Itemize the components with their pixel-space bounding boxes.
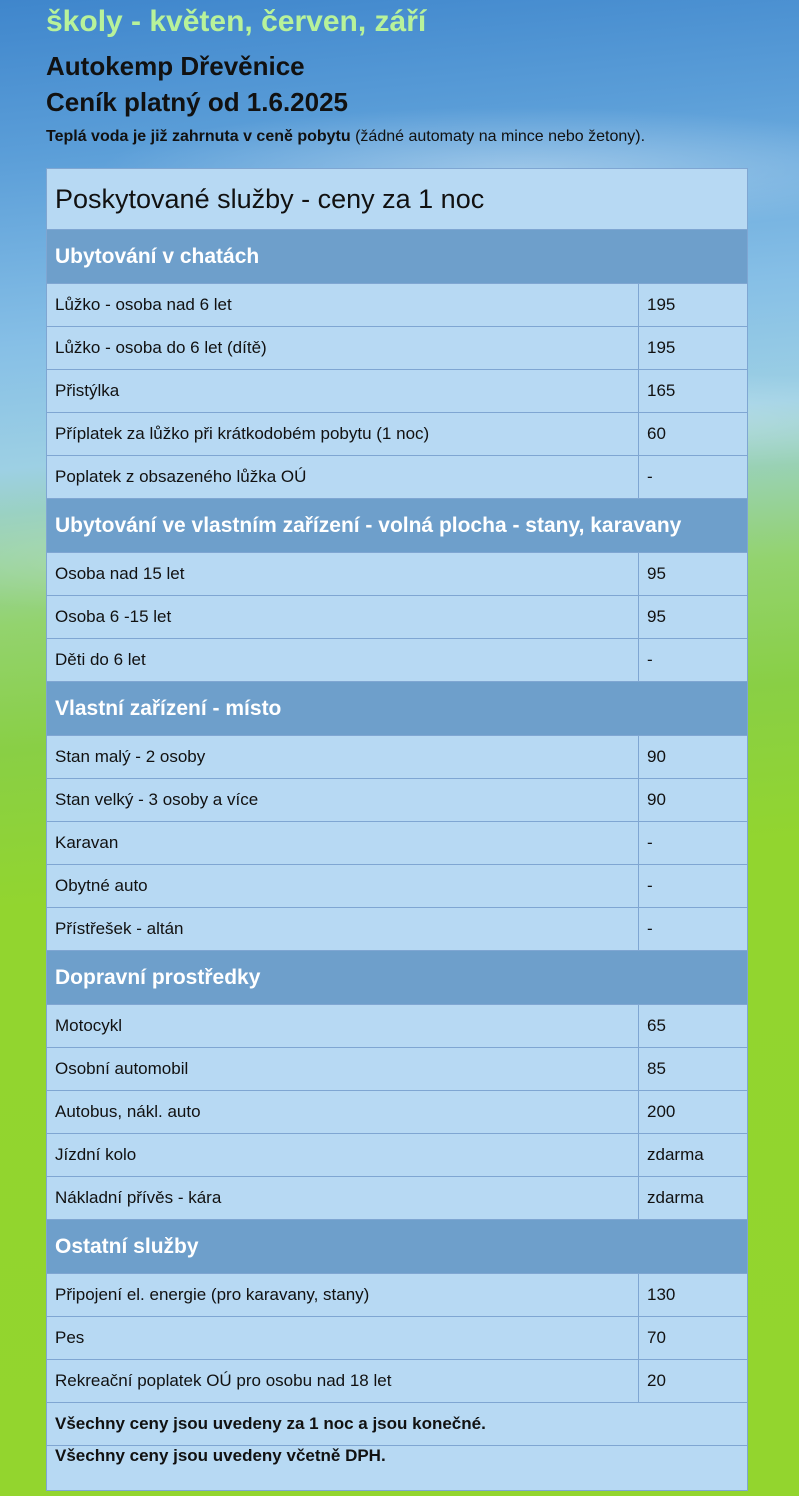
table-row xyxy=(47,822,748,865)
section-header-row xyxy=(47,951,748,1005)
service-label: Připojení el. energie (pro karavany, stany) xyxy=(47,1274,639,1317)
section-header-row xyxy=(47,682,748,736)
service-price: 95 xyxy=(639,553,748,596)
service-label: Lůžko - osoba do 6 let (dítě) xyxy=(47,327,639,370)
table-row xyxy=(47,327,748,370)
service-price: 195 xyxy=(639,284,748,327)
footer-row xyxy=(47,1403,748,1446)
service-label: Osoba 6 -15 let xyxy=(47,596,639,639)
campsite-name: Autokemp Dřevěnice xyxy=(46,51,305,81)
table-row xyxy=(47,413,748,456)
price-list-date: Ceník platný od 1.6.2025 xyxy=(46,87,349,117)
service-price: 195 xyxy=(639,327,748,370)
service-label: Rekreační poplatek OÚ pro osobu nad 18 let xyxy=(47,1360,639,1403)
hot-water-note-rest: (žádné automaty na mince nebo žetony). xyxy=(350,128,646,145)
service-price: - xyxy=(639,822,748,865)
service-price: 65 xyxy=(639,1005,748,1048)
table-row xyxy=(47,1177,748,1220)
table-row xyxy=(47,1091,748,1134)
service-price: 85 xyxy=(639,1048,748,1091)
table-row xyxy=(47,1317,748,1360)
table-row xyxy=(47,779,748,822)
table-row xyxy=(47,1048,748,1091)
table-row xyxy=(47,370,748,413)
service-label: Děti do 6 let xyxy=(47,639,639,682)
service-label: Přístřešek - altán xyxy=(47,908,639,951)
table-row xyxy=(47,639,748,682)
service-label: Autobus, nákl. auto xyxy=(47,1091,639,1134)
footer-row xyxy=(47,1446,748,1491)
table-row xyxy=(47,908,748,951)
table-row xyxy=(47,284,748,327)
hot-water-note-bold: Teplá voda je již zahrnuta v ceně pobytu xyxy=(46,128,351,145)
service-label: Stan velký - 3 osoby a více xyxy=(47,779,639,822)
service-price: 60 xyxy=(639,413,748,456)
table-row xyxy=(47,1005,748,1048)
service-price: - xyxy=(639,908,748,951)
section-header-row xyxy=(47,230,748,284)
service-label: Obytné auto xyxy=(47,865,639,908)
service-label: Nákladní přívěs - kára xyxy=(47,1177,639,1220)
service-label: Motocykl xyxy=(47,1005,639,1048)
table-row xyxy=(47,865,748,908)
service-price: - xyxy=(639,456,748,499)
table-row xyxy=(47,553,748,596)
footer-note-vat: Všechny ceny jsou uvedeny včetně DPH. xyxy=(47,1446,748,1491)
hot-water-note xyxy=(46,126,748,148)
section-title: Vlastní zařízení - místo xyxy=(47,682,748,736)
section-title: Ubytování v chatách xyxy=(47,230,748,284)
service-label: Osoba nad 15 let xyxy=(47,553,639,596)
service-price: zdarma xyxy=(639,1134,748,1177)
price-table-caption: Poskytované služby - ceny za 1 noc xyxy=(47,169,748,230)
table-row xyxy=(47,1360,748,1403)
season-title: školy - květen, červen, září xyxy=(46,5,427,38)
table-row xyxy=(47,1274,748,1317)
section-title: Ubytování ve vlastním zařízení - volná plocha - stany, karavany xyxy=(47,499,748,553)
service-label: Pes xyxy=(47,1317,639,1360)
service-price: - xyxy=(639,639,748,682)
table-row xyxy=(47,1134,748,1177)
service-price: 20 xyxy=(639,1360,748,1403)
service-label: Přistýlka xyxy=(47,370,639,413)
section-title: Ostatní služby xyxy=(47,1220,748,1274)
service-label: Stan malý - 2 osoby xyxy=(47,736,639,779)
section-title: Dopravní prostředky xyxy=(47,951,748,1005)
service-price: 95 xyxy=(639,596,748,639)
service-price: 90 xyxy=(639,779,748,822)
price-table xyxy=(46,168,748,1491)
service-price: 130 xyxy=(639,1274,748,1317)
service-label: Osobní automobil xyxy=(47,1048,639,1091)
service-price: 90 xyxy=(639,736,748,779)
table-row xyxy=(47,456,748,499)
service-price: 70 xyxy=(639,1317,748,1360)
service-price: 165 xyxy=(639,370,748,413)
price-table-caption-row xyxy=(47,169,748,230)
service-price: zdarma xyxy=(639,1177,748,1220)
table-row xyxy=(47,596,748,639)
service-label: Poplatek z obsazeného lůžka OÚ xyxy=(47,456,639,499)
footer-note-final-prices: Všechny ceny jsou uvedeny za 1 noc a jsou konečné. xyxy=(47,1403,748,1446)
service-price: - xyxy=(639,865,748,908)
service-label: Jízdní kolo xyxy=(47,1134,639,1177)
service-price: 200 xyxy=(639,1091,748,1134)
section-header-row xyxy=(47,1220,748,1274)
table-row xyxy=(47,736,748,779)
service-label: Karavan xyxy=(47,822,639,865)
service-label: Příplatek za lůžko při krátkodobém pobytu (1 noc) xyxy=(47,413,639,456)
section-header-row xyxy=(47,499,748,553)
service-label: Lůžko - osoba nad 6 let xyxy=(47,284,639,327)
